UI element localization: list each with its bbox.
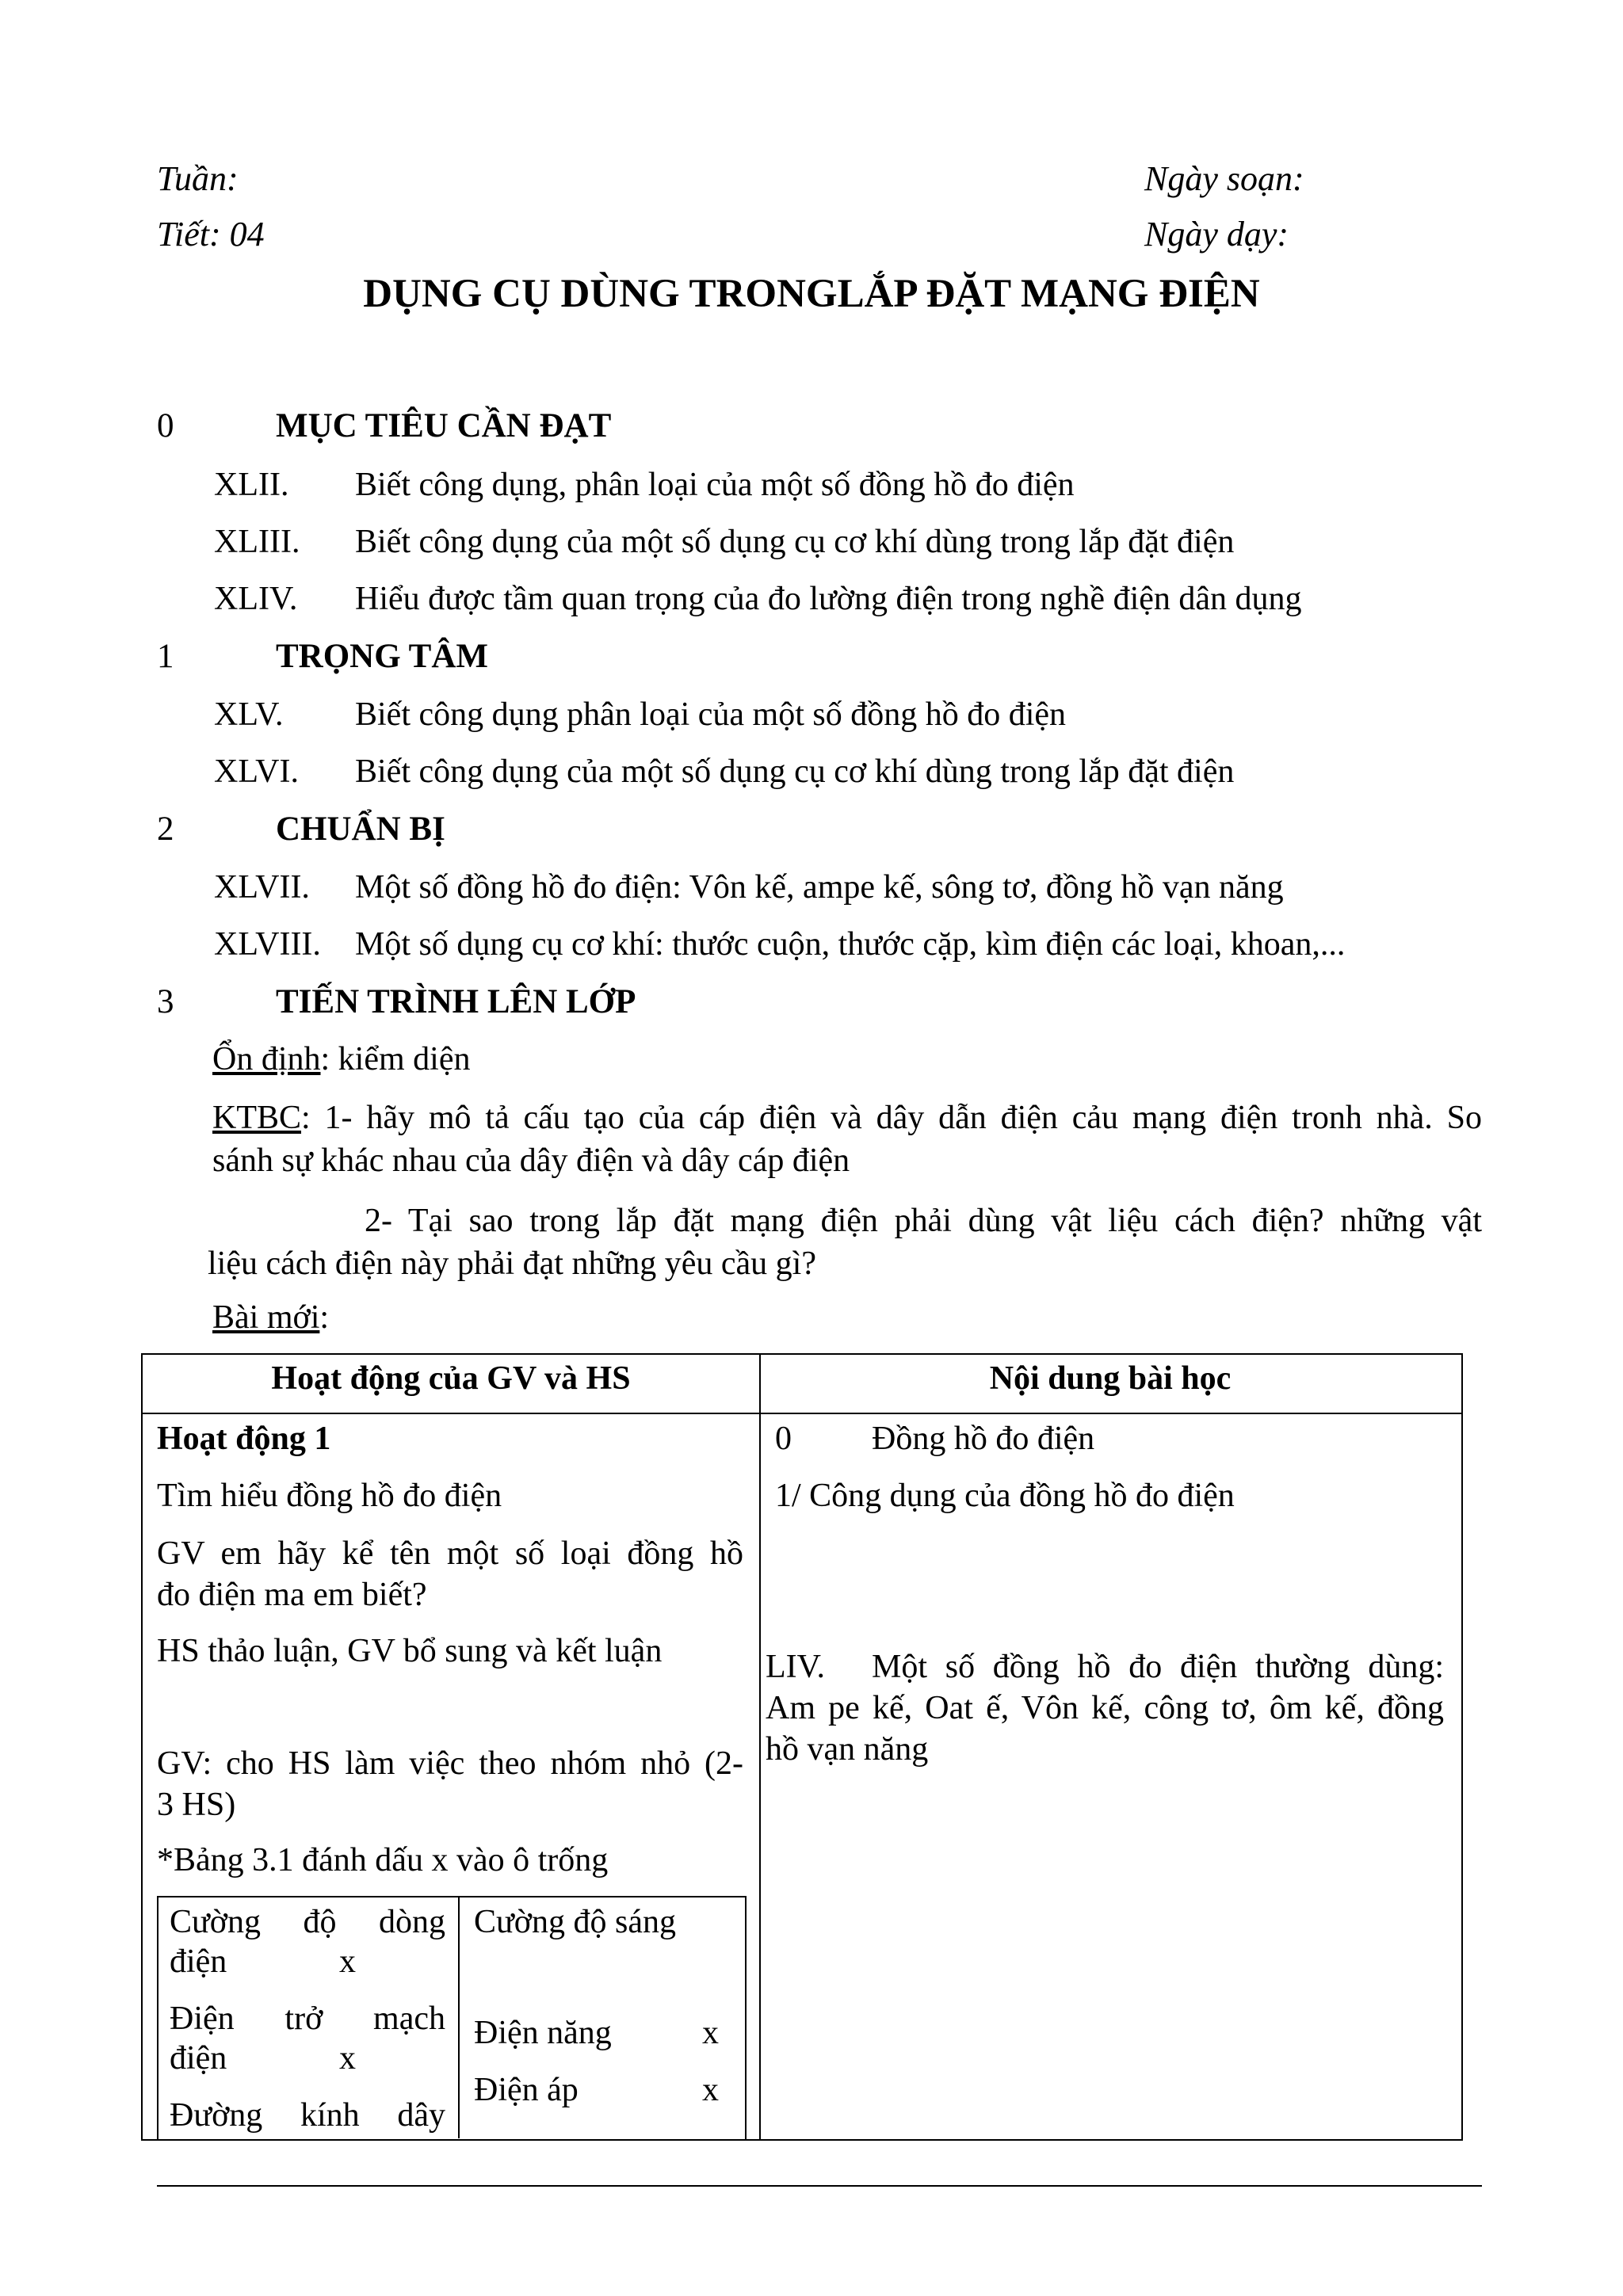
section-heading: TIẾN TRÌNH LÊN LỚP bbox=[276, 983, 636, 1020]
checklist-item-resistance-line-1: Điện trở mạch bbox=[170, 2000, 445, 2037]
footer-divider bbox=[157, 2185, 1482, 2187]
bai-moi-line bbox=[212, 1293, 329, 1342]
roman-numeral: XLII. bbox=[214, 467, 289, 503]
group-work-line-2: 3 HS) bbox=[157, 1787, 236, 1823]
table-column-divider bbox=[759, 1353, 761, 2141]
roman-numeral: XLIV. bbox=[214, 581, 298, 617]
activity-1-heading: Hoạt động 1 bbox=[157, 1421, 331, 1457]
content-section-number: 0 bbox=[775, 1421, 792, 1457]
activity-1-topic: Tìm hiểu đồng hồ đo điện bbox=[157, 1478, 502, 1514]
checklist-mark: x bbox=[339, 2040, 356, 2077]
bai-moi-label: Bài mới bbox=[212, 1299, 320, 1336]
teacher-question-line-1: GV em hãy kể tên một số loại đồng hồ bbox=[157, 1535, 743, 1572]
roman-numeral: XLIII. bbox=[214, 524, 300, 560]
ktbc-text: : 1- hãy mô tả cấu tạo của cáp điện và dây dẫn điện cảu mạng điện tronh nhà. So bbox=[301, 1100, 1482, 1136]
roman-numeral: XLV. bbox=[214, 696, 284, 733]
teach-date-label: Ngày dạy: bbox=[1144, 215, 1289, 254]
checklist-mark: x bbox=[702, 2072, 719, 2108]
checklist-item-current-line-1: Cường độ dòng bbox=[170, 1904, 445, 1940]
section-heading: TRỌNG TÂM bbox=[276, 638, 488, 675]
checklist-item-current-line-2: điện bbox=[170, 1943, 227, 1980]
student-discussion: HS thảo luận, GV bổ sung và kết luận bbox=[157, 1633, 663, 1669]
table-header-activities: Hoạt động của GV và HS bbox=[271, 1360, 631, 1397]
item-text: Một số đồng hồ đo điện: Vôn kế, ampe kế, sông tơ, đồng hồ vạn năng bbox=[355, 869, 1284, 906]
content-meters-line-1: Một số đồng hồ đo điện thường dùng: bbox=[872, 1649, 1444, 1685]
on-dinh-label: Ổn định bbox=[212, 1041, 321, 1077]
content-meters-line-2: Am pe kế, Oat ế, Vôn kế, công tơ, ôm kế, đồng bbox=[766, 1690, 1444, 1726]
checklist-mark: x bbox=[339, 1943, 356, 1980]
ktbc-line-1 bbox=[212, 1093, 1482, 1142]
table-header-divider bbox=[141, 1413, 1461, 1414]
week-label: Tuần: bbox=[157, 159, 239, 198]
bai-moi-suffix: : bbox=[319, 1299, 330, 1336]
checklist-item-voltage: Điện áp bbox=[474, 2072, 579, 2108]
table-3-1-instruction: *Bảng 3.1 đánh dấu x vào ô trống bbox=[157, 1842, 609, 1878]
section-heading: MỤC TIÊU CẦN ĐẠT bbox=[276, 407, 612, 444]
section-heading: CHUẨN BỊ bbox=[276, 810, 445, 848]
item-text: Biết công dụng của một số dụng cụ cơ khí dùng trong lắp đặt điện bbox=[355, 524, 1235, 560]
ktbc-line-2: sánh sự khác nhau của dây điện và dây cáp điện bbox=[212, 1142, 850, 1179]
section-number: 2 bbox=[157, 810, 174, 848]
roman-numeral: XLVII. bbox=[214, 869, 310, 906]
checklist-item-luminous-intensity: Cường độ sáng bbox=[474, 1904, 676, 1940]
content-subheading-1: 1/ Công dụng của đồng hồ đo điện bbox=[775, 1478, 1235, 1514]
item-text: Biết công dụng của một số dụng cụ cơ khí dùng trong lắp đặt điện bbox=[355, 753, 1235, 790]
table-header-content: Nội dung bài học bbox=[989, 1360, 1232, 1397]
page-title: DỤNG CỤ DÙNG TRONGLẮP ĐẶT MẠNG ĐIỆN bbox=[363, 272, 1260, 316]
ktbc-question-2-line-1: 2- Tại sao trong lắp đặt mạng điện phải dùng vật liệu cách điện? những vật bbox=[365, 1203, 1482, 1239]
item-text: Một số dụng cụ cơ khí: thước cuộn, thước cặp, kìm điện các loại, khoan,... bbox=[355, 926, 1346, 963]
lesson-number: Tiết: 04 bbox=[157, 215, 265, 254]
item-text: Biết công dụng phân loại của một số đồng hồ đo điện bbox=[355, 696, 1067, 733]
prep-date-label: Ngày soạn: bbox=[1144, 159, 1304, 198]
roman-numeral: XLVI. bbox=[214, 753, 299, 790]
roman-numeral: XLVIII. bbox=[214, 926, 321, 963]
ktbc-label: KTBC bbox=[212, 1100, 302, 1136]
item-text: Hiểu được tầm quan trọng của đo lường điện trong nghề điện dân dụng bbox=[355, 581, 1302, 617]
on-dinh-text: : kiểm diện bbox=[320, 1041, 471, 1077]
content-roman-numeral: LIV. bbox=[766, 1649, 826, 1685]
checklist-mark: x bbox=[702, 2015, 719, 2051]
content-meters-line-3: hồ vạn năng bbox=[766, 1731, 929, 1768]
section-number: 0 bbox=[157, 407, 174, 444]
item-text: Biết công dụng, phân loại của một số đồng hồ đo điện bbox=[355, 467, 1075, 503]
checklist-item-resistance-line-2: điện bbox=[170, 2040, 227, 2077]
section-number: 3 bbox=[157, 983, 174, 1020]
ktbc-question-2-line-2: liệu cách điện này phải đạt những yêu cầu gì? bbox=[208, 1245, 816, 1282]
section-number: 1 bbox=[157, 638, 174, 675]
checklist-column-divider bbox=[458, 1896, 460, 2138]
checklist-item-electric-energy: Điện năng bbox=[474, 2015, 612, 2051]
on-dinh-line bbox=[212, 1035, 470, 1084]
teacher-question-line-2: đo điện ma em biết? bbox=[157, 1577, 427, 1613]
content-section-heading: Đồng hồ đo điện bbox=[872, 1421, 1095, 1457]
checklist-item-wire-diameter: Đường kính dây bbox=[170, 2097, 445, 2134]
group-work-line-1: GV: cho HS làm việc theo nhóm nhỏ (2- bbox=[157, 1745, 743, 1782]
